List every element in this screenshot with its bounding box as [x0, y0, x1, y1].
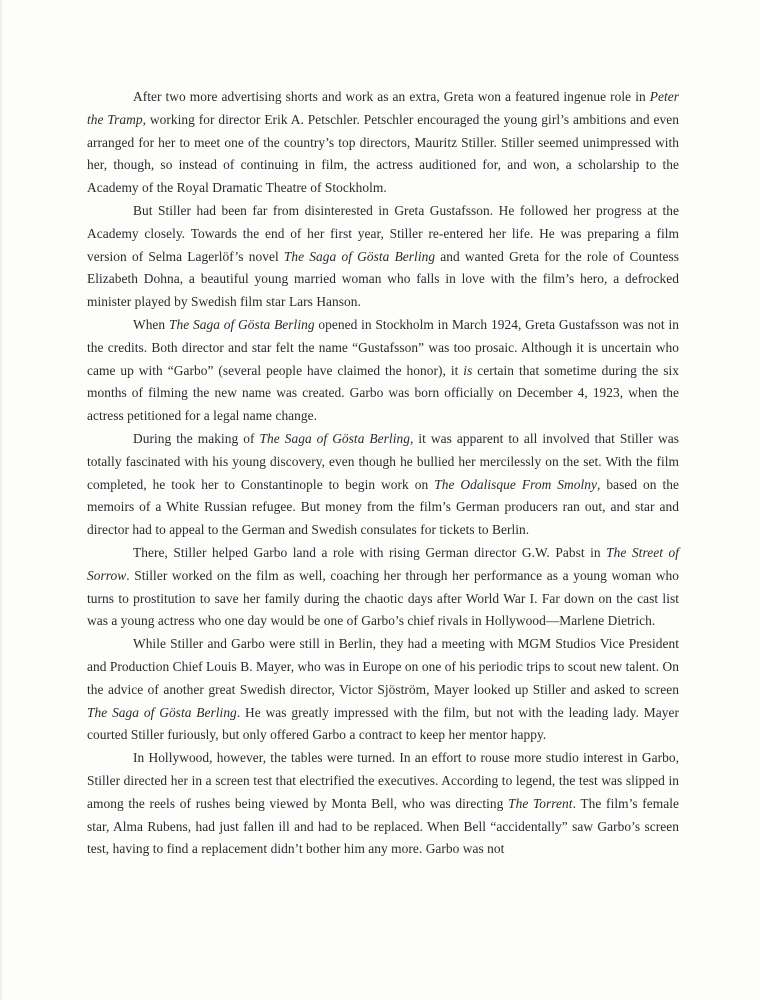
paragraph: [87, 200, 679, 314]
paragraph: [87, 314, 679, 428]
text-run: . The film’s female star, Alma Rubens, had just fallen ill and had to be replaced. When Bell “accidentally” saw Garbo’s screen test, having to find a replacement didn’t bother him any more. Garbo was not: [87, 795, 680, 857]
text-run: , based on the memoirs of a White Russian refugee. But money from the film’s German producers ran out, and star and director had to appeal to the German and Swedish consulates for tickets to Berlin.: [87, 476, 679, 538]
text-run: and wanted Greta for the role of Countess Elizabeth Dohna, a beautiful young married woman who falls in love with the film’s hero, a defrocked minister played by Swedish film star Lars Hanson.: [87, 248, 679, 310]
text-run: opened in Stockholm in March 1924, Greta Gustafsson was not in the credits. Both director and star felt the name “Gustafsson” was too prosaic. Although it is uncertain who came up with “Garbo” (several people have claimed the honor), it: [87, 316, 679, 378]
text-run: . Stiller worked on the film as well, coaching her through her performance as a young woman who turns to prostitution to save her family during the chaotic days after World War I. Far down on the cast list was a young actress who one day would be one of Garbo’s chief rivals in Hollywood—Marlene Dietrich.: [87, 567, 679, 629]
text-run: . He was greatly impressed with the film, but not with the leading lady. Mayer courted Stiller furiously, but only offered Garbo a contract to keep her mentor happy.: [87, 704, 679, 743]
text-run: During the making of: [133, 430, 260, 446]
text-run: , working for director Erik A. Petschler. Petschler encouraged the young girl’s ambitions and even arranged for her to meet one of the country’s top directors, Mauritz Stiller. Stiller seemed unimpressed with her, though, so instead of continuing in film, the actress auditioned for, and won, a scholarship to the Academy of the Royal Dramatic Theatre of Stockholm.: [87, 111, 679, 196]
paragraph: [87, 747, 679, 861]
text-run: While Stiller and Garbo were still in Berlin, they had a meeting with MGM Studios Vice President and Production Chief Louis B. Mayer, who was in Europe on one of his periodic trips to scout new talent. On the advice of another great Swedish director, Victor Sjöström, Mayer looked up Stiller and asked to screen: [87, 636, 679, 697]
text-run: After two more advertising shorts and work as an extra, Greta won a featured ingenue role in: [133, 89, 650, 104]
italic-title-text: The Saga of Gösta Berling: [87, 704, 237, 720]
italic-title-text: The Odalisque From Smolny: [434, 476, 597, 492]
scan-edge: [0, 0, 3, 1000]
text-run: But Stiller had been far from disinterested in Greta Gustafsson. He followed her progress at the Academy closely. Towards the end of her first year, Stiller re-entered her life. He was preparing a film version of Selma Lagerlöf’s novel: [87, 202, 679, 264]
paragraph: [87, 86, 679, 200]
italic-title-text: The Torrent: [508, 795, 573, 811]
text-run: In Hollywood, however, the tables were turned. In an effort to rouse more studio interest in Garbo, Stiller directed her in a screen test that electrified the executives. According to legend, the test was slipped in among the reels of rushes being viewed by Monta Bell, who was directing: [87, 750, 679, 811]
paragraph: [87, 542, 679, 633]
text-run: There, Stiller helped Garbo land a role with rising German director G.W. Pabst in: [133, 544, 607, 560]
italic-title-text: The Saga of Gösta Berling: [259, 430, 410, 446]
italic-title-text: The Saga of Gösta Berling: [283, 248, 436, 264]
text-run: , it was apparent to all involved that Stiller was totally fascinated with his young discovery, even though he bullied her mercilessly on the set. With the film completed, he took her to Constantinople to begin work on: [87, 430, 679, 492]
text-run: When: [133, 316, 169, 332]
italic-title-text: is: [463, 362, 473, 378]
paragraph: [87, 633, 679, 747]
italic-title-text: Peter the Tramp: [87, 89, 679, 127]
text-run: certain that sometime during the six months of filming the new name was created. Garbo was born officially on December 4, 1923, when the actress petitioned for a legal name change.: [87, 362, 679, 424]
paragraph: [87, 428, 679, 542]
body-text: [87, 86, 679, 861]
italic-title-text: The Street of Sorrow: [87, 544, 679, 583]
italic-title-text: The Saga of Gösta Berling: [168, 316, 315, 332]
